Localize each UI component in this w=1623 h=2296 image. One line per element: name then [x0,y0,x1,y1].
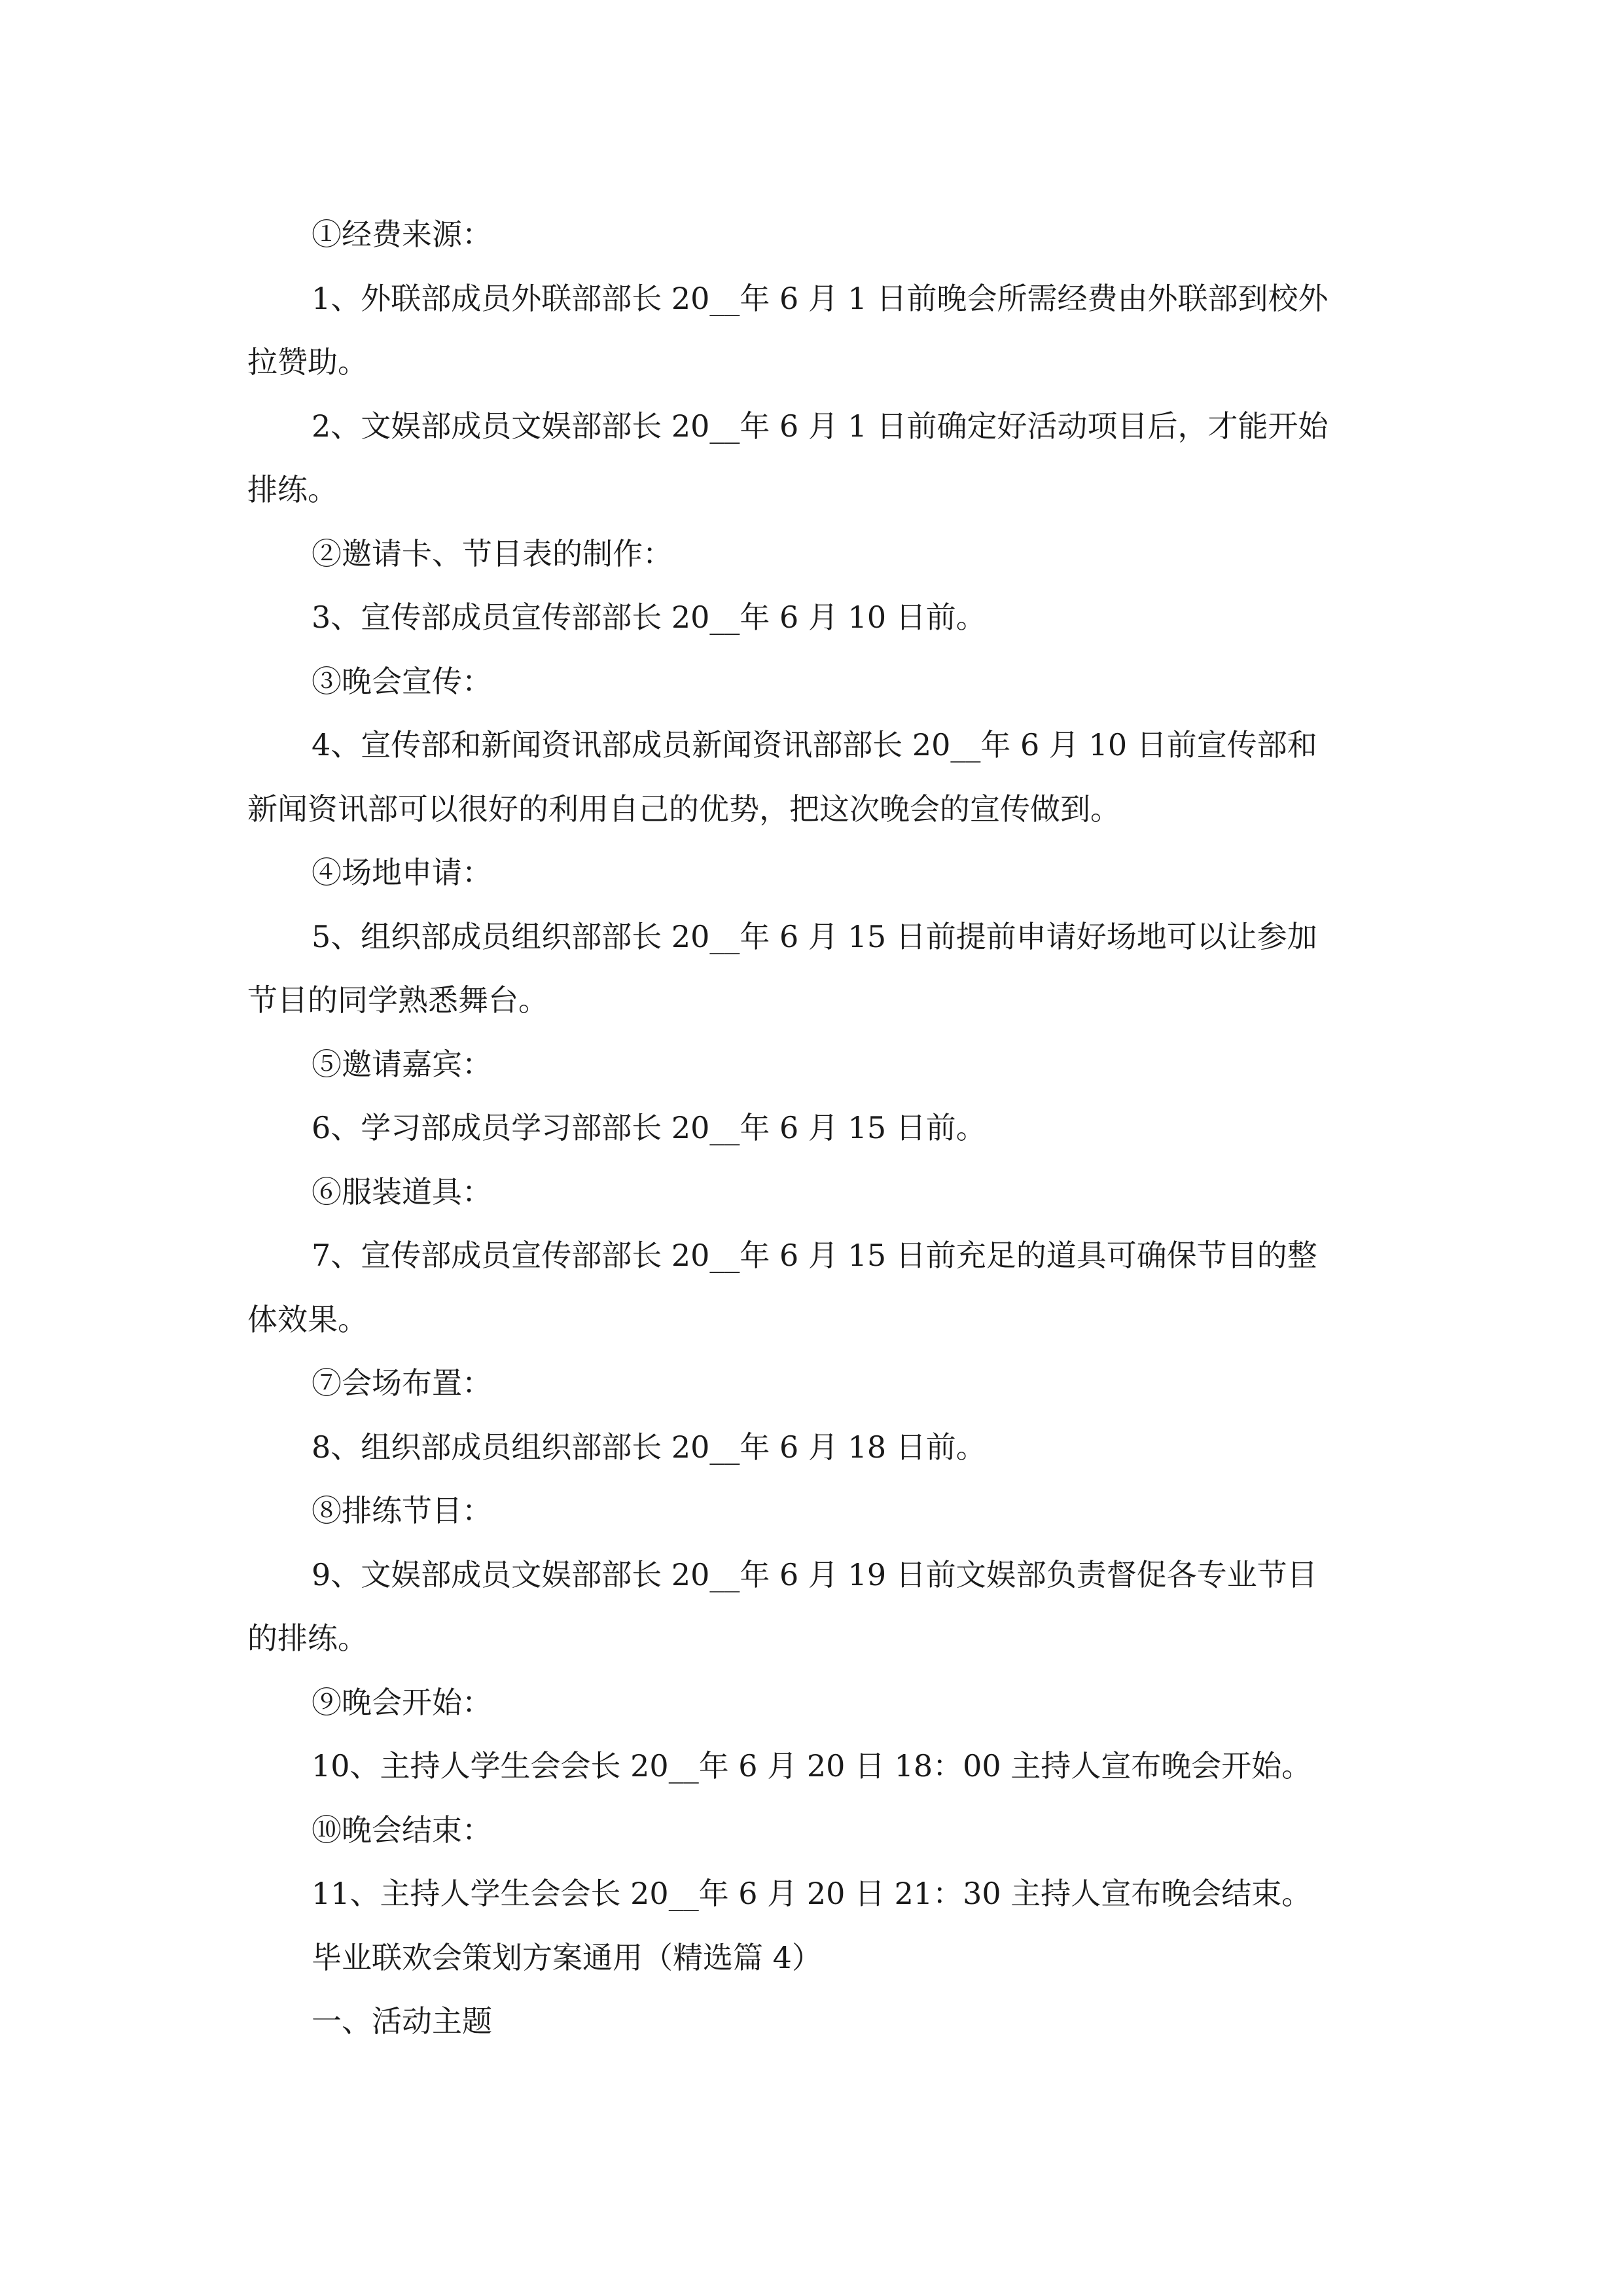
task-item-9-continued: 的排练。 [247,1621,368,1656]
task-item-2-continued: 排练。 [247,472,338,507]
task-item-1: 1、外联部成员外联部部长 20__年 6 月 1 日前晚会所需经费由外联部到校外 [312,280,1329,316]
section-heading-invitations: ②邀请卡、节目表的制作： [312,535,673,571]
task-item-10: 10、主持人学生会会长 20__年 6 月 20 日 18：00 主持人宣布晚会开始。 [312,1748,1312,1784]
section-heading-funding: ①经费来源： [312,217,492,252]
task-item-4: 4、宣传部和新闻资讯部成员新闻资讯部部长 20__年 6 月 10 日前宣传部和 [312,727,1317,762]
section-heading-opening: ⑨晚会开始： [312,1684,492,1720]
task-item-5-continued: 节目的同学熟悉舞台。 [247,982,548,1018]
task-item-11: 11、主持人学生会会长 20__年 6 月 20 日 21：30 主持人宣布晚会结束。 [312,1876,1312,1911]
section-heading-theme: 一、活动主题 [312,2003,492,2039]
task-item-6: 6、学习部成员学习部部长 20__年 6 月 15 日前。 [312,1110,986,1145]
section-heading-guests: ⑤邀请嘉宾： [312,1046,492,1082]
task-item-9: 9、文娱部成员文娱部部长 20__年 6 月 19 日前文娱部负责督促各专业节目 [312,1556,1317,1592]
section-heading-venue: ④场地申请： [312,855,492,890]
task-item-7: 7、宣传部成员宣传部部长 20__年 6 月 15 日前充足的道具可确保节目的整 [312,1238,1317,1273]
task-item-7-continued: 体效果。 [247,1301,368,1337]
section-heading-rehearsal: ⑧排练节目： [312,1493,492,1528]
task-item-2: 2、文娱部成员文娱部部长 20__年 6 月 1 日前确定好活动项目后，才能开始 [312,408,1329,444]
section-heading-layout: ⑦会场布置： [312,1365,492,1401]
section-heading-closing: ⑩晚会结束： [312,1812,492,1848]
task-item-8: 8、组织部成员组织部部长 20__年 6 月 18 日前。 [312,1429,986,1465]
article-title: 毕业联欢会策划方案通用（精选篇 4） [312,1939,822,1975]
task-item-3: 3、宣传部成员宣传部部长 20__年 6 月 10 日前。 [312,600,986,635]
task-item-1-continued: 拉赞助。 [247,344,368,380]
task-item-4-continued: 新闻资讯部可以很好的利用自己的优势，把这次晚会的宣传做到。 [247,791,1120,827]
task-item-5: 5、组织部成员组织部部长 20__年 6 月 15 日前提前申请好场地可以让参加 [312,918,1317,954]
section-heading-props: ⑥服装道具： [312,1174,492,1210]
document-page [247,203,1381,2054]
section-heading-publicity: ③晚会宣传： [312,663,492,699]
